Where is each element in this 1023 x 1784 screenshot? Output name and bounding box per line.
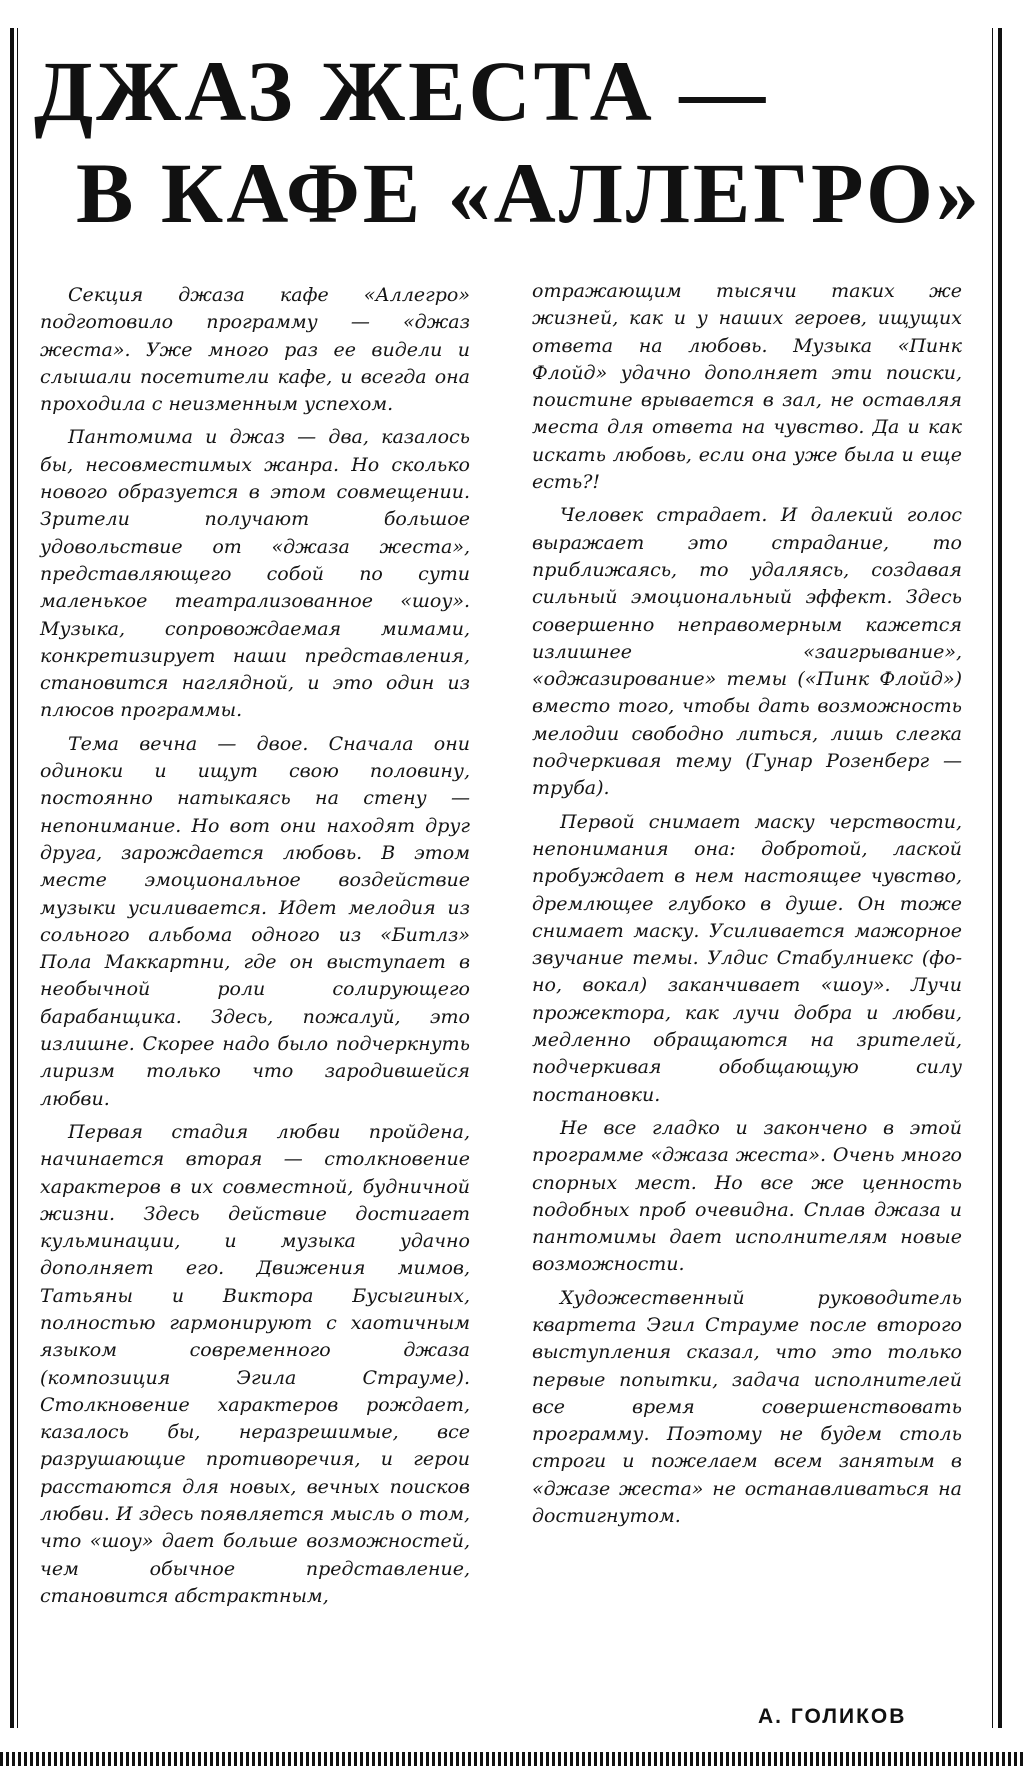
headline-line-1: ДЖАЗ ЖЕСТА — [34, 43, 769, 139]
paragraph: Секция джаза кафе «Аллегро» подготовило программу — «джаз жеста». Уже много раз ее видели и слышали посетители кафе, и всегда она проходила с неизменным успехом. [40, 284, 470, 416]
article-column-right [532, 278, 962, 1536]
paragraph: Тема вечна — двое. Сначала они одиноки и ищут свою половину, постоянно натыкаясь на стену — непонимание. Но вот они находят друг друга, зарождается любовь. В этом месте эмоциональное воздействие музыки усиливается. Идет мелодия из сольного альбома одного из «Битлз» Пола Маккартни, где он выступает в необычной роли солирующего барабанщика. Здесь, пожалуй, это излишне. Скорее надо было подчеркнуть лиризм только что зародившейся любви. [40, 732, 470, 1110]
paragraph: Художественный руководитель квартета Эгил Страуме после второго выступления сказал, что это только первые попытки, задача исполнителей все время совершенствовать программу. Поэтому не будем столь строги и пожелаем всем занятым в «джазе жеста» не останавливаться на достигнутом. [532, 1286, 962, 1528]
paragraph: Пантомима и джаз — два, казалось бы, несовместимых жанра. Но сколько нового образуется в этом совмещении. Зрители получают большое удовольствие от «джаза жеста», представляющего собой по сути маленькое театрализованное «шоу». Музыка, сопровождаемая мимами, конкретизирует наши представления, становится наглядной, и это один из плюсов программы. [40, 426, 470, 722]
article-headline [34, 40, 989, 244]
paragraph: отражающим тысячи таких же жизней, как и у наших героев, ищущих ответа на любовь. Музыка «Пинк Флойд» удачно дополняет эти поиски, поистине врывается в зал, не оставляя места для ответа на чувство. Да и как искать любовь, если она уже была и еще есть?! [532, 280, 962, 494]
paragraph: Первая стадия любви пройдена, начинается вторая — столкновение характеров в их совместной, будничной жизни. Здесь действие достигает кульминации, и музыка удачно дополняет его. Движения мимов, Татьяны и Виктора Бусыгиных, полностью гармонируют с хаотичным языком современного джаза (композиция Эгила Страуме). Столкновение характеров рождает, казалось бы, неразрешимые, все разрушающие противоречия, и герои расстаются для новых, вечных поисков любви. И здесь появляется мысль о том, что «шоу» дает больше возможностей, чем обычное представление, становится абстрактным, [40, 1120, 470, 1607]
article-column-left [40, 282, 470, 1616]
left-border-rule [10, 28, 14, 1728]
author-signature: А. ГОЛИКОВ [758, 1705, 907, 1728]
bottom-border-rule [0, 1752, 1023, 1766]
paragraph: Не все гладко и закончено в этой программе «джаза жеста». Очень много спорных мест. Но все же ценность подобных проб очевидна. Сплав джаза и пантомимы дает исполнителям новые возможности. [532, 1116, 962, 1276]
paragraph: Человек страдает. И далекий голос выражает это страдание, то приближаясь, то удаляясь, создавая сильный эмоциональный эффект. Здесь совершенно неправомерным кажется излишнее «заигрывание», «оджазирование» темы («Пинк Флойд») вместо того, чтобы дать возможность мелодии свободно литься, лишь слегка подчеркивая тему (Гунар Розенберг — труба). [532, 504, 962, 800]
right-border-rule [998, 28, 1002, 1728]
headline-line-2: В КАФЕ «АЛЛЕГРО» [76, 145, 982, 241]
paragraph: Первой снимает маску черствости, непонимания она: добротой, лаской пробуждает в нем настоящее чувство, дремлющее глубоко в душе. Он тоже снимает маску. Усиливается мажорное звучание темы. Улдис Стабулниекс (фо-но, вокал) заканчивает «шоу». Лучи прожектора, как лучи добра и любви, медленно обращаются на зрителей, подчеркивая обобщающую силу постановки. [532, 810, 962, 1106]
right-border-rule-thin [992, 28, 993, 1728]
left-border-rule-thin [17, 28, 18, 1728]
